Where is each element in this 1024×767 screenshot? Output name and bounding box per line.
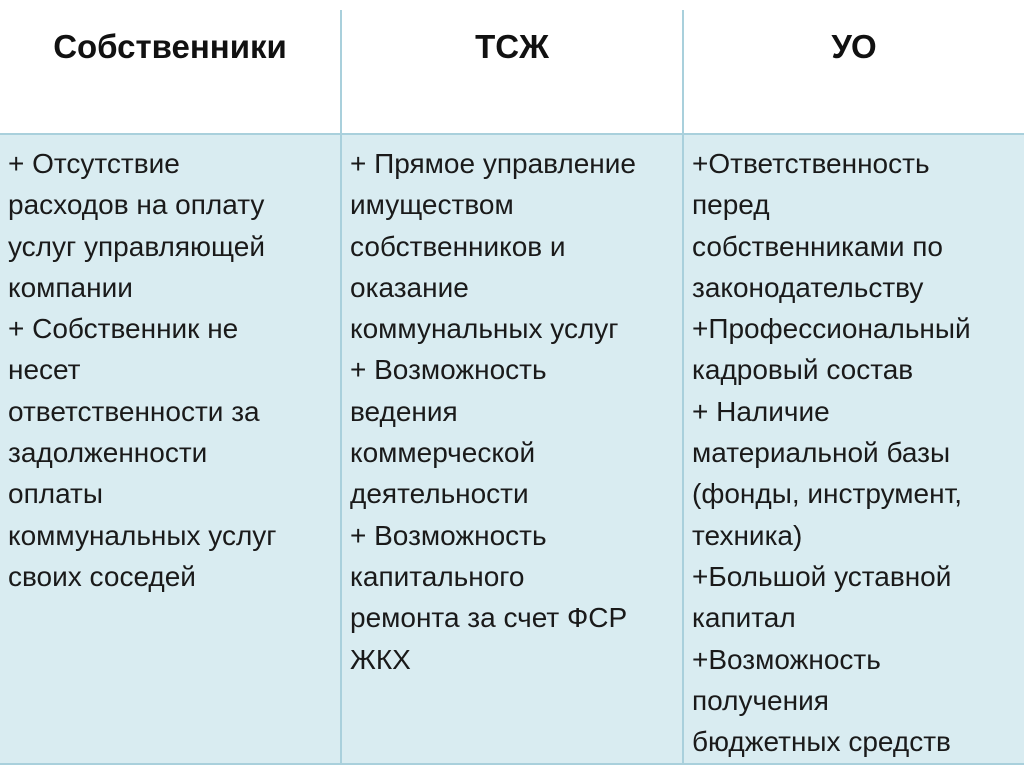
cell-text-line: +Ответственность — [692, 148, 930, 179]
cell-tszh — [341, 134, 683, 764]
header-row — [0, 10, 1024, 134]
comparison-table — [0, 10, 1024, 765]
cell-text-line: бюджетных средств — [692, 726, 951, 758]
cell-owners — [0, 134, 341, 764]
cell-text-line: + Прямое управление — [350, 148, 636, 179]
cell-text-line: +Большой уставной — [692, 560, 952, 592]
cell-text-line: + Возможность — [350, 354, 547, 386]
header-uo: УО — [683, 10, 1024, 134]
cell-text-line: материальной базы — [692, 437, 951, 469]
cell-text-line: + Наличие — [692, 395, 830, 427]
header-owners: Собственники — [0, 10, 341, 134]
cell-text-line: оплаты — [8, 478, 103, 510]
cell-text-line: техника) — [692, 519, 803, 551]
cell-text-line: капитал — [692, 602, 796, 634]
cell-uo — [683, 134, 1024, 764]
cell-text-line: несет — [8, 354, 81, 386]
cell-text-line: ответственности за — [8, 395, 260, 427]
cell-text-line: ЖКХ — [350, 643, 411, 675]
cell-text-line: ремонта за счет ФСР — [350, 602, 628, 634]
cell-text-line: + Собственник не — [8, 313, 239, 345]
cell-text-line: законодательству — [692, 271, 924, 303]
cell-text-line: коммунальных услуг — [350, 313, 619, 345]
cell-text-line: +Профессиональный — [692, 313, 971, 345]
cell-text-line: расходов на оплату — [8, 189, 265, 221]
cell-text-line: имуществом — [350, 189, 514, 221]
cell-text-line: собственниками по — [692, 230, 943, 262]
cell-text-line: оказание — [350, 271, 469, 303]
cell-text-line: компании — [8, 271, 133, 303]
cell-text-line: +Возможность — [692, 643, 881, 675]
cell-text-line: коммерческой — [350, 437, 536, 469]
cell-text-line: получения — [692, 684, 829, 716]
cell-text-line: капитального — [350, 560, 525, 592]
cell-text-line: услуг управляющей — [8, 230, 265, 262]
cell-text-line: кадровый состав — [692, 354, 914, 386]
cell-text-line: ведения — [350, 395, 458, 427]
cell-text-line: (фонды, инструмент, — [692, 478, 963, 510]
header-tszh: ТСЖ — [341, 10, 683, 134]
cell-text-line: + Отсутствие — [8, 148, 180, 179]
cell-text-line: своих соседей — [8, 560, 196, 592]
cell-text-line: + Возможность — [350, 519, 547, 551]
cell-text-line: собственников и — [350, 230, 566, 262]
cell-text-line: коммунальных услуг — [8, 519, 277, 551]
cell-text-line: деятельности — [350, 478, 529, 510]
cell-text-line: перед — [692, 189, 770, 221]
body-row — [0, 134, 1024, 764]
cell-text-line: задолженности — [8, 437, 208, 469]
